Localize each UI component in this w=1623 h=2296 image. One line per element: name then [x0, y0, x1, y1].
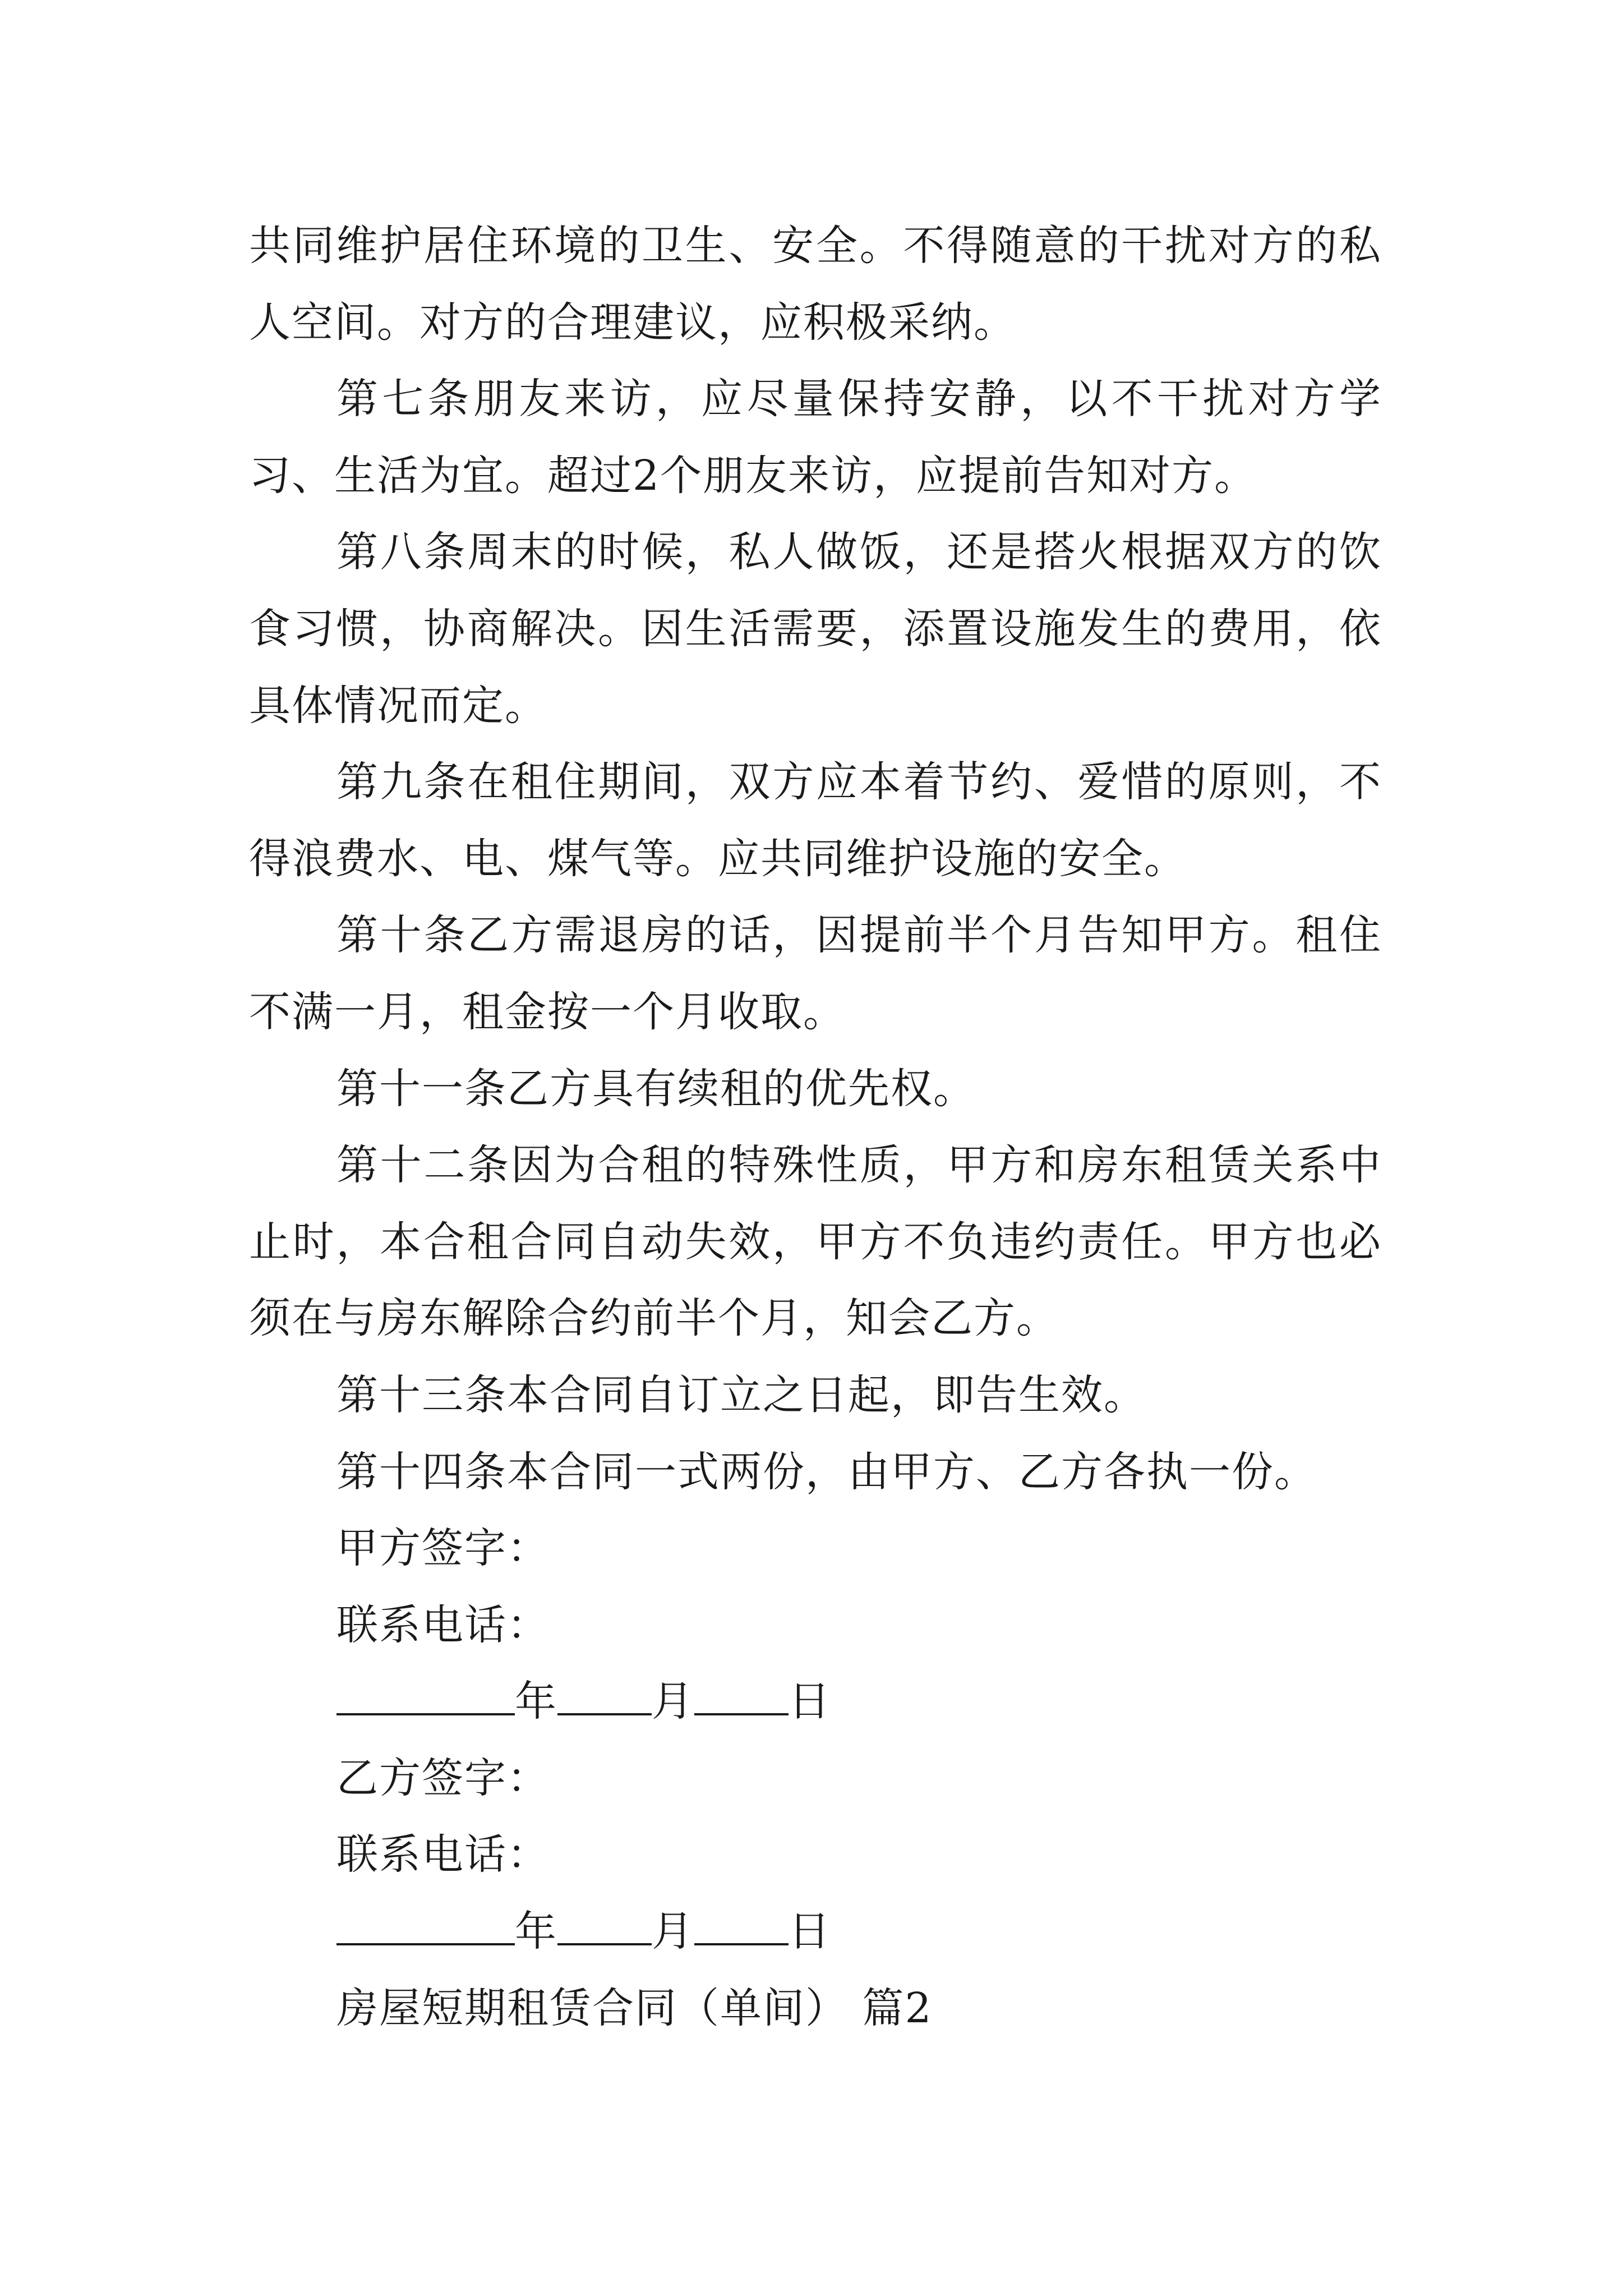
day-label: 日: [789, 1677, 831, 1726]
year-label: 年: [515, 1677, 557, 1726]
party-a-signature-label: 甲方签字：: [336, 1524, 550, 1573]
month-label: 月: [652, 1907, 694, 1956]
year-label: 年: [515, 1907, 557, 1956]
month-label: 月: [652, 1677, 694, 1726]
year-blank: [336, 1676, 515, 1715]
month-blank: [557, 1906, 652, 1945]
document-body: [249, 208, 1382, 2046]
party-b-date-line: [249, 1893, 1382, 1970]
month-blank: [557, 1676, 652, 1715]
paragraph-article-10: 第十条乙方需退房的话，因提前半个月告知甲方。租住不满一月，租金按一个月收取。: [249, 911, 1382, 1036]
party-a-phone-label: 联系电话：: [336, 1600, 550, 1649]
paragraph-article-11: 第十一条乙方具有续租的优先权。: [336, 1064, 976, 1113]
paragraph-article-7: 第七条朋友来访，应尽量保持安静，以不干扰对方学习、生活为宜。超过2个朋友来访，应提前告知对方。: [249, 375, 1382, 500]
paragraph-article-14: 第十四条本合同一式两份，由甲方、乙方各执一份。: [336, 1447, 1317, 1496]
party-b-phone-label: 联系电话：: [336, 1830, 550, 1879]
paragraph-article-13: 第十三条本合同自订立之日起，即告生效。: [336, 1370, 1146, 1419]
party-b-signature-label: 乙方签字：: [336, 1754, 550, 1802]
day-blank: [694, 1906, 789, 1945]
paragraph-article-8: 第八条周末的时候，私人做饭，还是搭火根据双方的饮食习惯，协商解决。因生活需要，添置设施发生的费用，依具体情况而定。: [249, 528, 1382, 730]
day-blank: [694, 1676, 789, 1715]
party-a-date-line: [249, 1663, 1382, 1740]
paragraph-continuation: 共同维护居住环境的卫生、安全。不得随意的干扰对方的私人空间。对方的合理建议，应积极采纳。: [249, 222, 1382, 347]
paragraph-article-12: 第十二条因为合租的特殊性质，甲方和房东租赁关系中止时，本合租合同自动失效，甲方不负违约责任。甲方也必须在与房东解除合约前半个月，知会乙方。: [249, 1141, 1382, 1343]
paragraph-article-9: 第九条在租住期间，双方应本着节约、爱惜的原则，不得浪费水、电、煤气等。应共同维护设施的安全。: [249, 758, 1382, 883]
section-title: 房屋短期租赁合同（单间） 篇2: [336, 1984, 933, 2032]
day-label: 日: [789, 1907, 831, 1956]
year-blank: [336, 1906, 515, 1945]
